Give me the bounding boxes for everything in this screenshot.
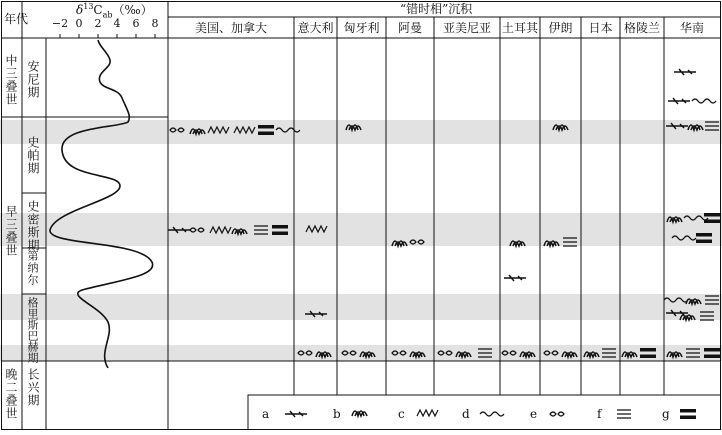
- epoch-label: 晚二叠世: [4, 368, 18, 420]
- legend-symbols: [285, 409, 696, 419]
- legend-icon-f: [617, 410, 631, 418]
- region-header: 意大利: [297, 21, 334, 35]
- legend-icon-d: [480, 412, 504, 416]
- legend-icon-g: [680, 409, 696, 419]
- legend-icon-b: [352, 411, 367, 416]
- anachronistic-facies-title: “错时相”沉积: [400, 2, 473, 16]
- legend-letter: f: [597, 407, 602, 421]
- region-header: 阿曼: [397, 21, 422, 35]
- stage-label: 第纳尔: [26, 250, 39, 286]
- stage-label: 格里斯巴赫期: [26, 297, 39, 363]
- epoch-label: 中三叠世: [4, 54, 18, 106]
- legend-letter: e: [530, 407, 538, 421]
- axis-tick-label: 0: [75, 17, 83, 30]
- region-header: 土耳其: [501, 21, 538, 35]
- stage-label: 长兴期: [26, 368, 40, 407]
- legend-icon-c: [417, 410, 438, 416]
- legend-letter: c: [398, 407, 405, 421]
- axis-tick-label: 4: [113, 17, 121, 30]
- region-header: 格陵兰: [623, 21, 660, 35]
- legend-letter: b: [333, 407, 341, 421]
- axis-tick-label: −2: [51, 17, 69, 30]
- legend-letter: g: [662, 407, 670, 421]
- stage-label: 史帕期: [26, 136, 40, 175]
- region-header: 匈牙利: [343, 21, 380, 35]
- region-header: 伊朗: [548, 21, 573, 35]
- stage-label: 史密斯期: [26, 200, 40, 252]
- region-header: 美国、加拿大: [194, 21, 267, 35]
- region-header: 华南: [679, 21, 704, 35]
- axis-tick-label: 8: [151, 17, 159, 30]
- axis-tick-label: 2: [94, 17, 102, 30]
- legend-letter: d: [462, 407, 470, 421]
- epoch-label: 早三叠世: [4, 205, 18, 257]
- age-header: 年代: [4, 12, 29, 26]
- isotope-axis: [60, 34, 155, 38]
- region-header: 日本: [588, 21, 613, 35]
- stage-label: 安尼期: [26, 60, 40, 99]
- axis-tick-label: 6: [132, 17, 140, 30]
- legend-icon-e: [550, 412, 564, 416]
- legend-icon-a: [285, 411, 307, 417]
- isotope-axis-title: $\delta^{13}C_{ab}(‰)$: [76, 2, 153, 20]
- legend-letter: a: [262, 407, 270, 421]
- region-header: 亚美尼亚: [442, 21, 491, 35]
